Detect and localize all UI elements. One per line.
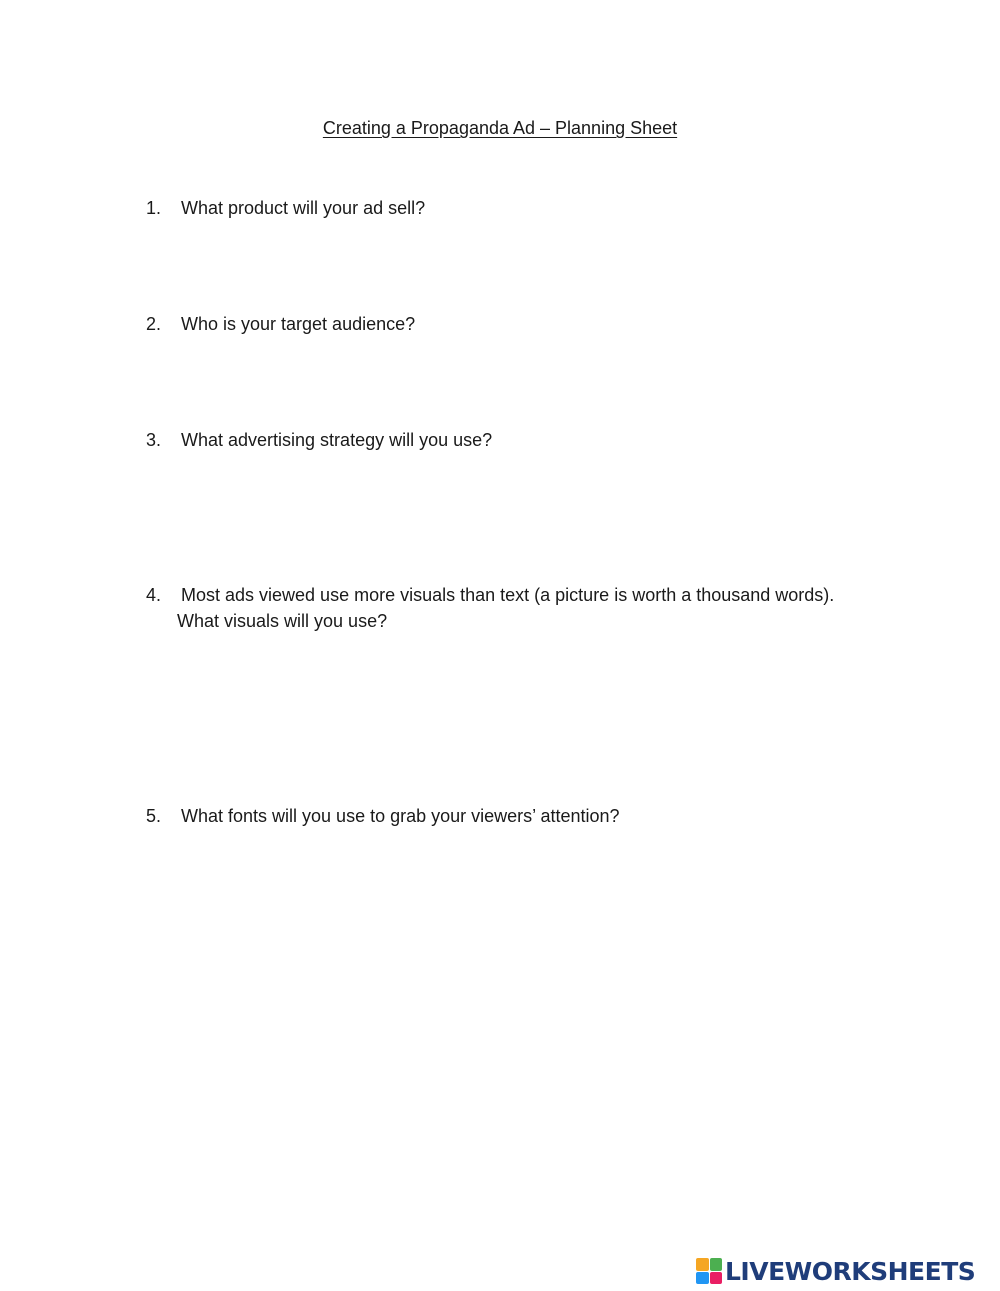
- question-number: 5.: [146, 806, 162, 826]
- question-3: [146, 427, 492, 453]
- logo-text: LIVEWORKSHEETS: [725, 1256, 976, 1286]
- question-4: [146, 582, 834, 634]
- question-2: [146, 311, 415, 337]
- question-number: 1.: [146, 198, 162, 218]
- question-text-continuation: What visuals will you use?: [177, 611, 388, 631]
- question-text: Most ads viewed use more visuals than text (a picture is worth a thousand words).: [181, 585, 835, 605]
- question-5: [146, 803, 620, 829]
- question-1: [146, 195, 425, 221]
- liveworksheets-logo-icon: [696, 1258, 722, 1284]
- page-title: Creating a Propaganda Ad – Planning Sheet: [322, 118, 678, 138]
- question-text: What fonts will you use to grab your viewers’ attention?: [181, 806, 620, 826]
- question-text: What advertising strategy will you use?: [181, 430, 493, 450]
- liveworksheets-logo: [696, 1255, 975, 1287]
- question-number: 2.: [146, 314, 162, 334]
- question-text: Who is your target audience?: [181, 314, 416, 334]
- question-number: 4.: [146, 585, 162, 605]
- question-text: What product will your ad sell?: [181, 198, 426, 218]
- question-number: 3.: [146, 430, 162, 450]
